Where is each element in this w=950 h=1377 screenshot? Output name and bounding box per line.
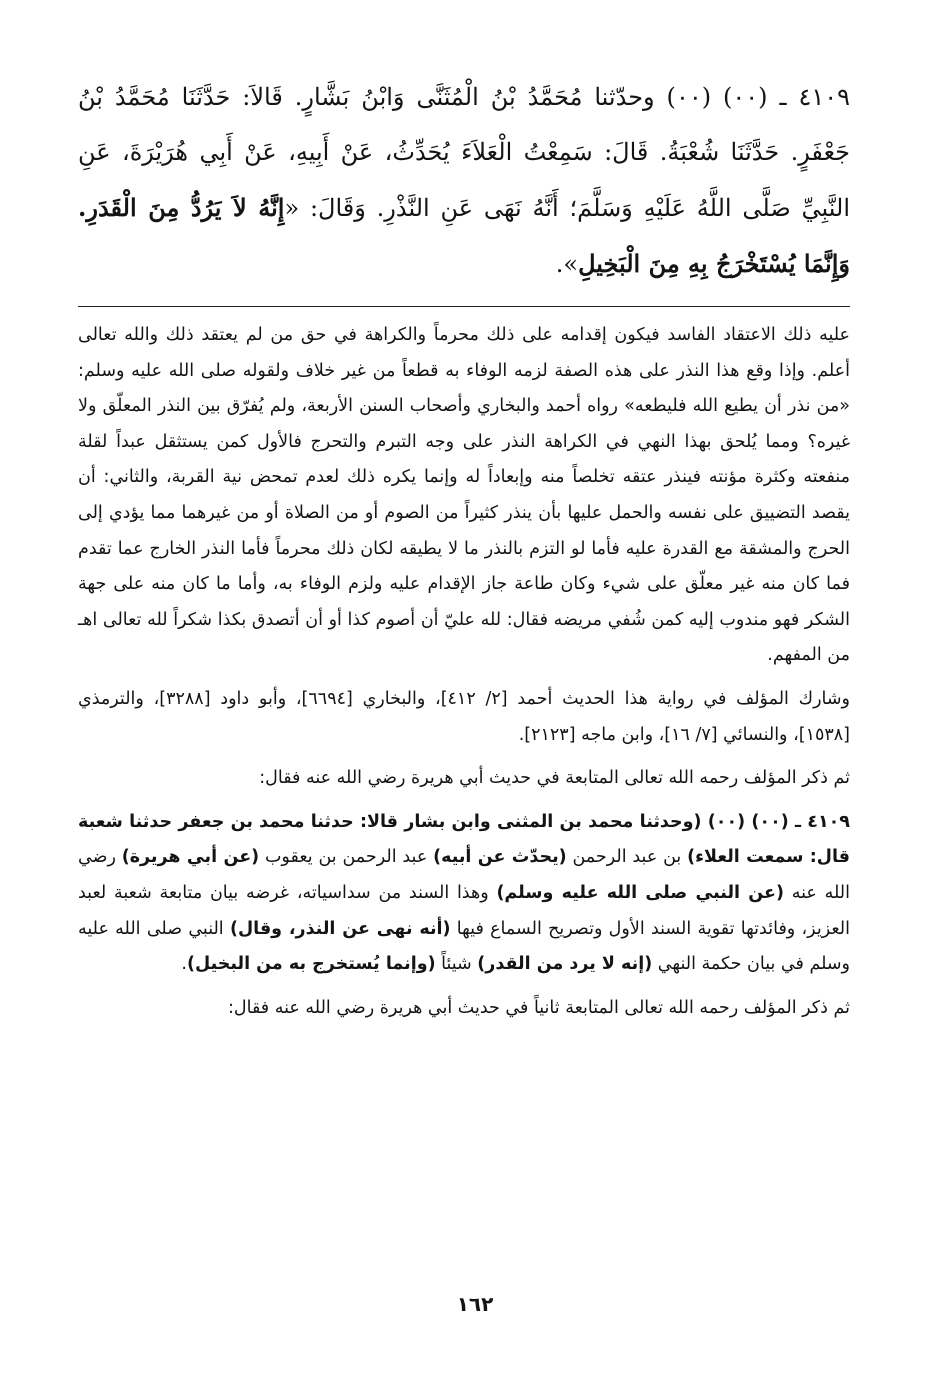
commentary-gloss: شيئاً — [435, 954, 478, 975]
commentary-block — [78, 318, 850, 1026]
matn-quote: (عن أبي هريرة) — [121, 847, 260, 868]
commentary-paragraph-2: وشارك المؤلف في رواية هذا الحديث أحمد [٢/ ٤١٢]، والبخاري [٦٦٩٤]، وأبو داود [٣٢٨٨]، والترمذي [١٥٣٨]، والنسائي [٧/ ١٦]، وابن ماجه [٢١٢٣]. — [78, 688, 850, 745]
commentary-gloss: رضي الله عنه — [78, 847, 850, 903]
page-number: ١٦٢ — [456, 1292, 494, 1316]
commentary-paragraph-3: ثم ذكر المؤلف رحمه الله تعالى المتابعة في حديث أبي هريرة رضي الله عنه فقال: — [259, 768, 850, 789]
commentary-gloss: النبي صلى الله عليه وسلم في بيان حكمة النهي — [78, 918, 850, 975]
commentary-gloss: عبد الرحمن بن يعقوب — [259, 847, 434, 868]
matn-quote: (إنه لا يرد من القدر) — [477, 954, 653, 975]
matn-quote: (وإنما يُستخرج به من البخيل) — [186, 954, 436, 975]
commentary-paragraph-1: عليه ذلك الاعتقاد الفاسد فيكون إقدامه على ذلك محرماً والكراهة في حق من لم يعتقد ذلك والله تعالى أعلم. وإذا وقع هذا النذر على هذه الصفة لزمه الوفاء به قطعاً من غير خلاف ولقوله صلى الله عليه وسلم: «من نذر أن يطيع الله فليطعه» رواه أحمد والبخاري وأصحاب السنن الأربعة، ولم يُفرّق بين النذر المعلّق ولا غيره؟ ومما يُلحق بهذا النهي في الكراهة النذر على وجه التبرم والتحرج فالأول كمن يستثقل عبداً لقلة منفعته وكثرة مؤنته فينذر عتقه تخلصاً منه وإبعاداً له وإنما يكره ذلك لعدم تمحض نية القربة، والثاني: أن يقصد التضييق على نفسه والحمل عليها بأن ينذر كثيراً من الصوم أو من الصلاة أو من غيرهما مما يؤدي إلى الحرج والمشقة مع القدرة عليه فأما لو التزم بالنذر ما لا يطيقه لكان ذلك محرماً فأما النذر الخارج عما تقدم فما كان منه غير معلّق على شيء وكان طاعة جاز الإقدام عليه ولزم الوفاء به، وأما ما كان منه على جهة الشكر فهو مندوب إليه كمن شُفي مريضه فقال: لله عليّ أن أصوم كذا أو أن أتصدق بكذا شكراً لله تعالى اهـ من المفهم. — [78, 325, 850, 666]
matn-quote: ٤١٠٩ ـ (٠٠) (٠٠) (وحدثنا محمد بن المثنى وابن بشار قالا: حدثنا محمد بن جعفر حدثنا شعبة قال: سمعت العلاء) — [78, 811, 850, 868]
hadith-prophetic-words: إِنَّهُ لاَ يَرُدُّ مِنَ الْقَدَرِ. وَإِنَّمَا يُسْتَخْرَجُ بِهِ مِنَ الْبَخِيلِ — [78, 193, 850, 278]
commentary-gloss: . — [181, 954, 187, 975]
matn-quote: (يحدّث عن أبيه) — [433, 847, 567, 868]
hadith-isnad: ٤١٠٩ ـ (٠٠) (٠٠) وحدّثنا مُحَمَّدُ بْنُ الْمُثَنَّى وَابْنُ بَشَّارٍ. قَالاَ: حَدَّثَنَا مُحَمَّدُ بْنُ جَعْفَرٍ. حَدَّثَنَا شُعْبَةُ. قَالَ: سَمِعْتُ الْعَلاَءَ يُحَدِّثُ، عَنْ أَبِيهِ، عَنْ أَبِي هُرَيْرَةَ، عَنِ النَّبِيِّ صَلَّى اللَّهُ عَلَيْهِ وَسَلَّمَ؛ أَنَّهُ نَهَى عَنِ النَّذْرِ. وَقَالَ: « — [78, 83, 851, 222]
commentary-paragraph-4 — [78, 805, 850, 983]
hadith-close: ». — [555, 250, 579, 278]
commentary-gloss: بن عبد الرحمن — [566, 847, 688, 868]
matn-quote: (عن النبي صلى الله عليه وسلم) — [496, 882, 785, 903]
matn-quote: (أنه نهى عن النذر، وقال) — [229, 918, 451, 939]
hadith-text — [78, 70, 850, 292]
commentary-gloss: وهذا السند من سداسياته، غرضه بيان متابعة شعبة لعبد العزيز، وفائدتها تقوية السند الأول وتصريح السماع فيها — [78, 882, 850, 939]
commentary-paragraph-5: ثم ذكر المؤلف رحمه الله تعالى المتابعة ثانياً في حديث أبي هريرة رضي الله عنه فقال: — [228, 997, 850, 1018]
hadith-block — [78, 70, 850, 292]
footnote-separator — [78, 306, 850, 307]
